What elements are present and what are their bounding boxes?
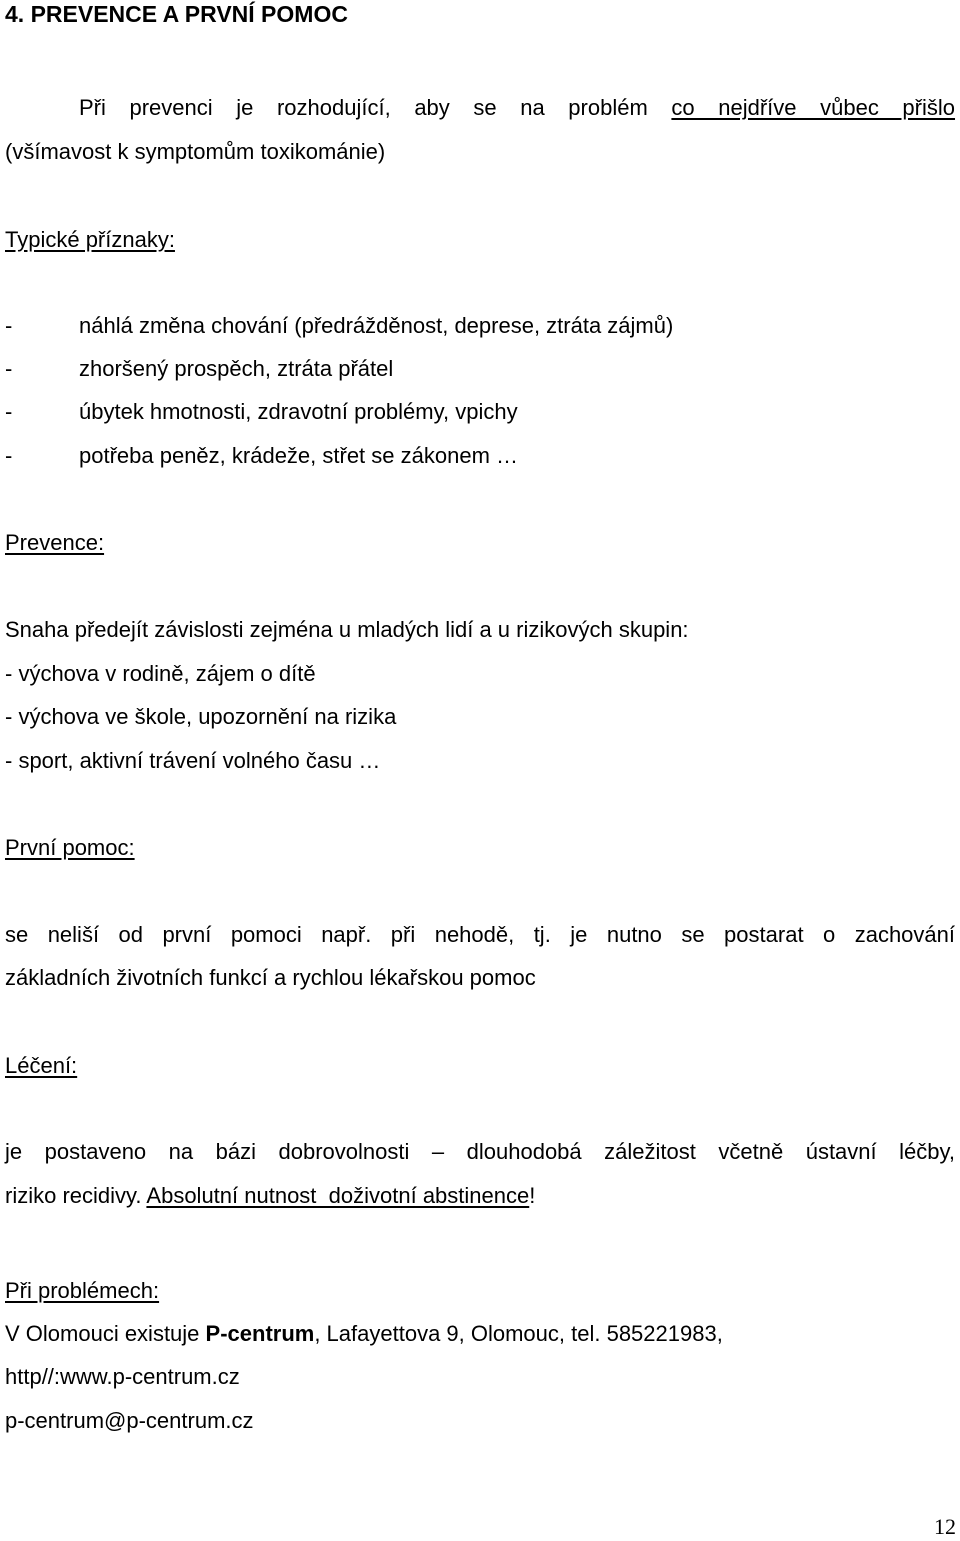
problems-text: V Olomouci existuje [5, 1321, 206, 1346]
symptoms-title: Typické příznaky: [5, 227, 175, 252]
prevention-lead: Snaha předejít závislosti zejména u mladých lidí a u rizikových skupin: [5, 617, 689, 642]
symptom-item [5, 442, 518, 470]
symptom-text: úbytek hmotnosti, zdravotní problémy, vpichy [79, 399, 518, 424]
treatment-text: riziko recidivy. [5, 1183, 147, 1208]
problems-address: , Lafayettova 9, Olomouc, tel. 585221983, [314, 1321, 723, 1346]
prevention-item: - výchova ve škole, upozornění na rizika [5, 704, 397, 729]
symptom-text: zhoršený prospěch, ztráta přátel [79, 356, 394, 381]
prevention-item: - sport, aktivní trávení volného času … [5, 748, 381, 773]
page-number: 12 [934, 1514, 956, 1539]
intro-line-1 [5, 94, 955, 122]
prevention-item: - výchova v rodině, zájem o dítě [5, 661, 316, 686]
problems-web: http//:www.p-centrum.cz [5, 1364, 240, 1389]
treatment-line-2 [5, 1182, 535, 1210]
intro-underlined-text: co nejdříve vůbec přišlo [671, 95, 956, 120]
treatment-title: Léčení: [5, 1053, 78, 1078]
problems-contact-line [5, 1320, 723, 1348]
dash-marker: - [5, 443, 13, 468]
symptom-item [5, 355, 393, 383]
intro-line-2: (všímavost k symptomům toxikománie) [5, 139, 386, 164]
first-aid-title: První pomoc: [5, 835, 135, 860]
treatment-underlined-text: Absolutní nutnost_doživotní abstinence [146, 1183, 530, 1208]
problems-title: Při problémech: [5, 1278, 160, 1303]
dash-marker: - [5, 356, 13, 381]
chapter-heading: 4. PREVENCE A PRVNÍ POMOC [5, 1, 348, 27]
symptom-text: potřeba peněz, krádeže, střet se zákonem … [79, 443, 519, 468]
p-centrum-name: P-centrum [205, 1321, 315, 1346]
symptom-item [5, 312, 673, 340]
first-aid-line-2: základních životních funkcí a rychlou lékařskou pomoc [5, 965, 536, 990]
first-aid-line-1: se neliší od první pomoci např. při nehodě, tj. je nutno se postarat o zachování [5, 922, 955, 947]
prevention-title: Prevence: [5, 530, 105, 555]
treatment-line-1: je postaveno na bázi dobrovolnosti – dlouhodobá záležitost včetně ústavní léčby, [5, 1139, 955, 1164]
dash-marker: - [5, 399, 13, 424]
intro-text: Při prevenci je rozhodující, aby se na problém [79, 95, 672, 120]
symptom-text: náhlá změna chování (předrážděnost, deprese, ztráta zájmů) [79, 313, 674, 338]
problems-email: p-centrum@p-centrum.cz [5, 1408, 254, 1433]
symptom-item [5, 398, 518, 426]
treatment-exclamation: ! [529, 1183, 536, 1208]
dash-marker: - [5, 313, 13, 338]
